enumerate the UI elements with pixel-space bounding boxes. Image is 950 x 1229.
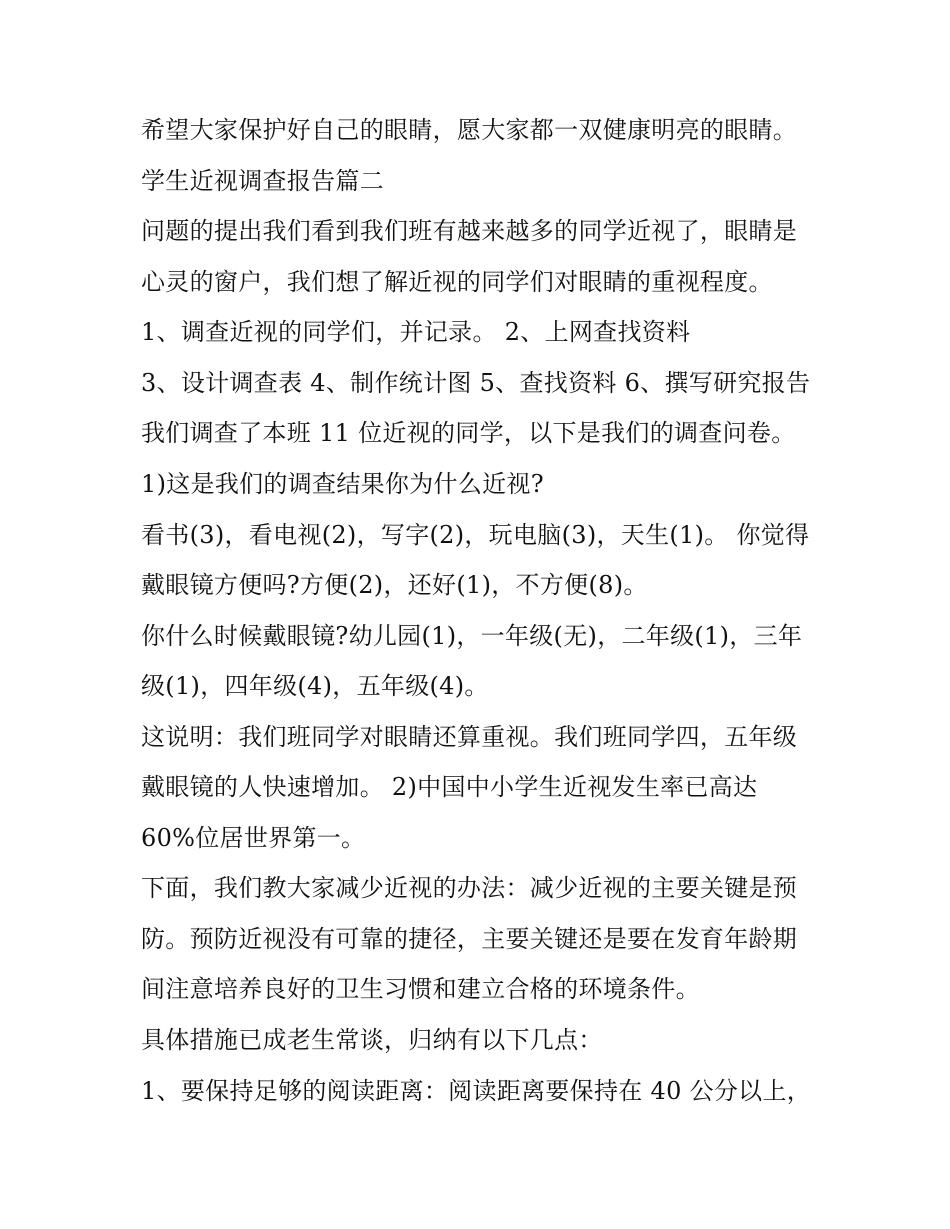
text-line: 这说明：我们班同学对眼睛还算重视。我们班同学四，五年级 bbox=[141, 723, 798, 751]
text-line: 具体措施已成老生常谈，归纳有以下几点： bbox=[141, 1026, 603, 1054]
text-line: 希望大家保护好自己的眼睛，愿大家都一双健康明亮的眼睛。 bbox=[141, 116, 798, 144]
text-line: 60%位居世界第一。 bbox=[141, 824, 366, 852]
text-line: 间注意培养良好的卫生习惯和建立合格的环境条件。 bbox=[141, 975, 700, 1003]
text-line: 我们调查了本班 11 位近视的同学，以下是我们的调查问卷。 bbox=[141, 419, 796, 447]
text-line: 1、调查近视的同学们，并记录。 2、上网查找资料 bbox=[141, 318, 691, 346]
text-line: 1、要保持足够的阅读距离：阅读距离要保持在 40 公分以上， bbox=[141, 1077, 812, 1105]
text-line: 看书(3)，看电视(2)，写字(2)，玩电脑(3)，天生(1)。 你觉得 bbox=[141, 521, 810, 549]
text-line: 问题的提出我们看到我们班有越来越多的同学近视了，眼睛是 bbox=[141, 217, 798, 245]
text-line: 你什么时候戴眼镜?幼儿园(1)，一年级(无)，二年级(1)，三年 bbox=[141, 622, 803, 650]
text-line: 戴眼镜的人快速增加。 2)中国中小学生近视发生率已高达 bbox=[141, 773, 758, 801]
text-line: 1)这是我们的调查结果你为什么近视? bbox=[141, 470, 544, 498]
text-line: 级(1)，四年级(4)，五年级(4)。 bbox=[141, 672, 489, 700]
text-line: 心灵的窗户，我们想了解近视的同学们对眼睛的重视程度。 bbox=[141, 268, 773, 296]
text-line: 3、设计调查表 4、制作统计图 5、查找资料 6、撰写研究报告 bbox=[141, 369, 811, 397]
text-line: 防。预防近视没有可靠的捷径，主要关键还是要在发育年龄期 bbox=[141, 925, 798, 953]
text-line: 下面，我们教大家减少近视的办法：减少近视的主要关键是预 bbox=[141, 874, 798, 902]
section-heading: 学生近视调查报告篇二 bbox=[141, 167, 384, 195]
text-line: 戴眼镜方便吗?方便(2)，还好(1)，不方便(8)。 bbox=[141, 571, 648, 599]
